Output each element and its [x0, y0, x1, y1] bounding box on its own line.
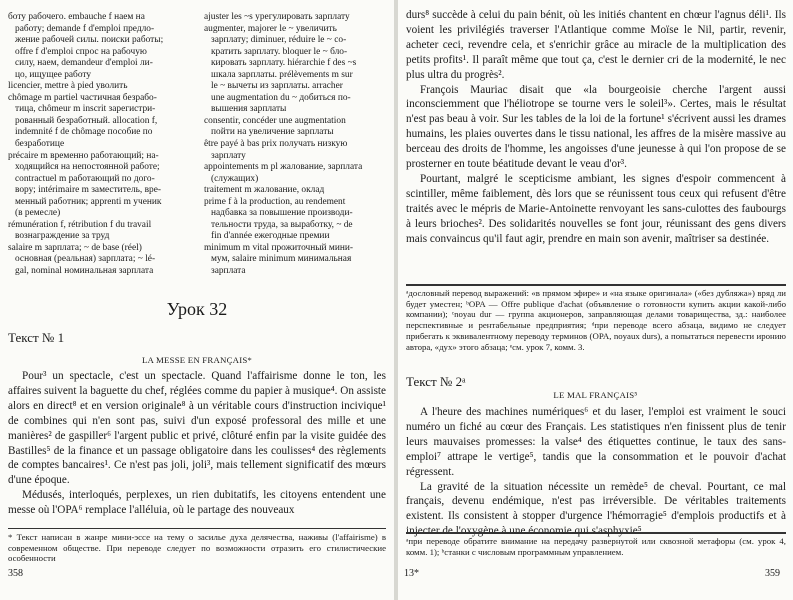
signature-mark: 13* — [404, 568, 419, 579]
vocab-line: надбавка за повышение производи- — [211, 208, 353, 219]
vocabulary-column-1 — [8, 12, 204, 278]
vocab-line: боту рабочего. embauche f наем на — [8, 12, 145, 22]
footnote — [406, 288, 786, 352]
vocab-line: une augmentation du ~ добиться по- — [211, 92, 351, 103]
vocab-line: licencier, mettre à pied уволить — [8, 81, 128, 92]
lesson-title: Урок 32 — [166, 299, 228, 319]
text-title: LE MAL FRANÇAIS⁵ — [553, 390, 638, 400]
vocab-line: ajuster les ~s урегулировать зарплату — [204, 12, 350, 22]
vocab-line: salaire m зарплата; ~ de base (réel) — [8, 242, 142, 253]
vocab-line: le ~ вычеты из зарплаты. arracher — [211, 81, 343, 92]
paragraph: François Mauriac disait que «la bourgeoisie cherche l'argent aussi inconsciemment que l'héliotrope se tourne vers le soleil³». Certes, mais le résultat n'est pas beau à voir. Sur les tables de la loi de la fortune¹ s'écrivent aussi les drames humains, les plaies ouvertes dans le tissu national, les affres de la misère massive au berceau des droits de l'homme, les angoisses d'une jeunesse à qui l'on propose de se prosterner en toute béatitude devant le veau d'or³. — [406, 83, 786, 171]
vocab-line: работу; demande f d'emploi предло- — [15, 23, 155, 34]
left-page — [0, 0, 394, 600]
paragraph: A l'heure des machines numériques⁶ et du laser, l'emploi est vraiment le souci numéro un fiché au cœur des Français. Les statistiques n'en finissent plus de tenir leurs mauvaises promesses: la valse⁴ des étiquettes continue, le taux des sans-emploi⁷ attrape le vertige⁵, tandis que la consommation et le pouvoir d'achat régressent. — [406, 406, 786, 478]
vocab-line: кратить зарплату. bloquer le ~ бло- — [211, 46, 348, 57]
vocab-line: traitement m жалование, оклад — [204, 185, 325, 196]
vocab-line: мум, salaire minimum минимальная — [211, 254, 352, 265]
main-text-continued — [406, 8, 786, 247]
vocab-line: основная (реальная) зарплата; ~ lé- — [15, 254, 156, 265]
vocab-line: précaire m временно работающий; на- — [8, 150, 159, 161]
vocab-line: рованный безработный. allocation f, — [15, 115, 158, 126]
vocab-line: rémunération f, rétribution f du travail — [8, 219, 152, 230]
vocab-line: appointements m pl жалование, зарплата — [204, 162, 363, 173]
vocab-line: тельности труда, за выработку, ~ de — [211, 219, 353, 230]
vocab-line: offre f d'emploi спрос на рабочую — [15, 46, 147, 57]
vocab-line: contractuel m работающий по дого- — [15, 173, 155, 184]
vocab-line: цо, ищущее работу — [15, 69, 92, 80]
vocab-line: fin d'année ежегодные премии — [211, 231, 330, 242]
footnote-text: ᵃдословный перевод выражений: «в прямом эфире» и «на языке оригинала» («без дубляжа») вряд ли будет уместен; ᵇOPA — Offre publique d'achat (объявление о готовности купить акции какой-либо компании); ᶜnoyau dur — группа акционеров, заправляющая делами товарищества, зд.: наиболее перспективные и рентабельные предприятия; ᵈпри переводе всего абзаца, видимо не следует прибегать к эквивалентному переводу терминов (OPA, noyaux durs), а попытаться перевести иронию автора, «дух» этого абзаца; ᵉсм. урок 7, комм. 3. — [406, 288, 786, 352]
paragraph: Pourtant, malgré le scepticisme ambiant, les signes d'espoir commencent à scintiller, même faiblement, dès lors que se réunissent tous ceux qui refusent d'être traités avec le mépris de Marie-Antoinette renvoyant les sans-culottes des faubourgs à leurs brioches². Des solidarités nouvelles se font jour, réunissant des gens divers mais convaincus qu'il faut agir, prendre en main son avenir, maîtriser sa destinée. — [406, 172, 786, 245]
paragraph: Pour³ un spectacle, c'est un spectacle. Quand l'affairisme donne le ton, les affaires suivent la baguette du chef, réglées comme du papier à musique⁴. On assiste alors en direct⁸ et en version originale⁸ à un véritable cours d'instruction incivique¹ de combines qui n'en sont pas, suivi d'un exposé professoral des mille et une manières² de gaspiller⁶ l'argent public et privé, clôturé enfin par la visite guidée des Bastilles⁵ de la finance et un passage obligatoire dans les coulisses⁴ des règlements de comptes bancaires¹. Ce n'est pas joli, joli³, mais tellement significatif des mœurs d'une époque. — [8, 370, 386, 487]
footnote-text: * Текст написан в жанре мини-эссе на тему о засилье духа делячества, наживы (l'affairisme) в современном обществе. При переводе следует по возможности отразить его стилистические особенности — [8, 532, 386, 564]
vocab-line: consentir, concéder une augmentation — [204, 115, 346, 126]
vocab-line: être payé à bas prix получать низкую — [204, 139, 348, 150]
vocabulary-column-2 — [204, 12, 388, 278]
vocab-line: пойти на увеличение зарплаты — [211, 127, 334, 138]
vocab-line: зарплата — [211, 266, 246, 277]
vocab-line: (в ремесле) — [15, 208, 61, 219]
main-text — [8, 369, 386, 518]
vocab-line: indemnité f de chômage пособие по — [15, 127, 153, 138]
vocab-line: менный работник; apprenti m ученик — [15, 196, 162, 207]
vocab-line: тица, chômeur m inscrit зарегистри- — [15, 104, 156, 115]
right-page — [398, 0, 793, 600]
footnote-divider — [8, 528, 386, 529]
footnote-text: ᵃпри переводе обратите внимание на передачу развернутой или сквозной метафоры (см. урок 4, комм. 1); ᵇстанки с числовым программным управлением. — [406, 536, 786, 557]
vocab-line: кировать зарплату. hiérarchie f des ~s — [211, 58, 357, 69]
vocab-line: ходящийся на непостоянной работе; — [15, 162, 160, 173]
vocab-line: зарплату — [211, 150, 246, 161]
vocab-line: prime f à la production, au rendement — [204, 196, 346, 207]
footnote — [406, 536, 786, 557]
vocab-line: безработице — [15, 139, 65, 150]
main-text — [406, 405, 786, 539]
paragraph: La gravité de la situation nécessite un remède⁵ de cheval. Pourtant, ce mal français, devenu endémique, n'est pas irréversible. De véritables traitements existent. Ils consistent à stopper d'urgence l'hémorragie⁵ d'emplois productifs et à — [406, 480, 786, 523]
vocab-line: (служащих) — [211, 173, 259, 184]
vocab-line: силу, наем, demandeur d'emploi ли- — [15, 58, 153, 69]
footnote-divider — [406, 532, 786, 534]
page-number: 358 — [8, 568, 23, 579]
text-heading: Текст № 2ᵃ — [406, 374, 466, 389]
vocab-line: вознаграждение за труд — [15, 231, 110, 242]
paragraph: durs⁸ succède à celui du pain bénit, où les initiés chantent en chœur l'agnus déli¹. Ils voient les privilégiés traverser l'Atlantique comme Moïse le Nil, partir, revenir, acheter ceci, revendre cela, et s'enrichir grâce au miracle de la multiplication des petits profits¹. Il paraît même que tout ça, c'est le dernier cri de la modernité, le nec plus ultra du progrès². — [406, 9, 786, 81]
page-number: 359 — [765, 568, 780, 579]
vocab-line: вору; intérimaire m заместитель, вре- — [15, 185, 161, 196]
vocab-line: minimum m vital прожиточный мини- — [204, 242, 354, 253]
paragraph: Médusés, interloqués, perplexes, un rien dubitatifs, les citoyens entendent une messe où l'OPA⁶ remplace l'alléluia, où le partage des nouveaux — [8, 489, 386, 517]
vocab-line: вышения зарплаты — [211, 104, 287, 115]
footnote — [8, 532, 386, 564]
vocab-line: gal, nominal номинальная зарплата — [15, 266, 154, 277]
vocab-line: augmenter, majorer le ~ увеличить — [204, 23, 337, 34]
vocab-line: зарплату; diminuer, réduire le ~ со- — [211, 35, 347, 46]
vocab-line: жение рабочей силы. поиски работы; — [15, 35, 164, 46]
text-heading: Текст № 1 — [8, 330, 65, 345]
vocab-line: chômage m partiel частичная безрабо- — [8, 92, 157, 103]
vocab-line: шкала зарплаты. prélèvements m sur — [211, 69, 353, 80]
footnote-divider — [406, 284, 786, 286]
text-title: LA MESSE EN FRANÇAIS* — [141, 355, 253, 365]
